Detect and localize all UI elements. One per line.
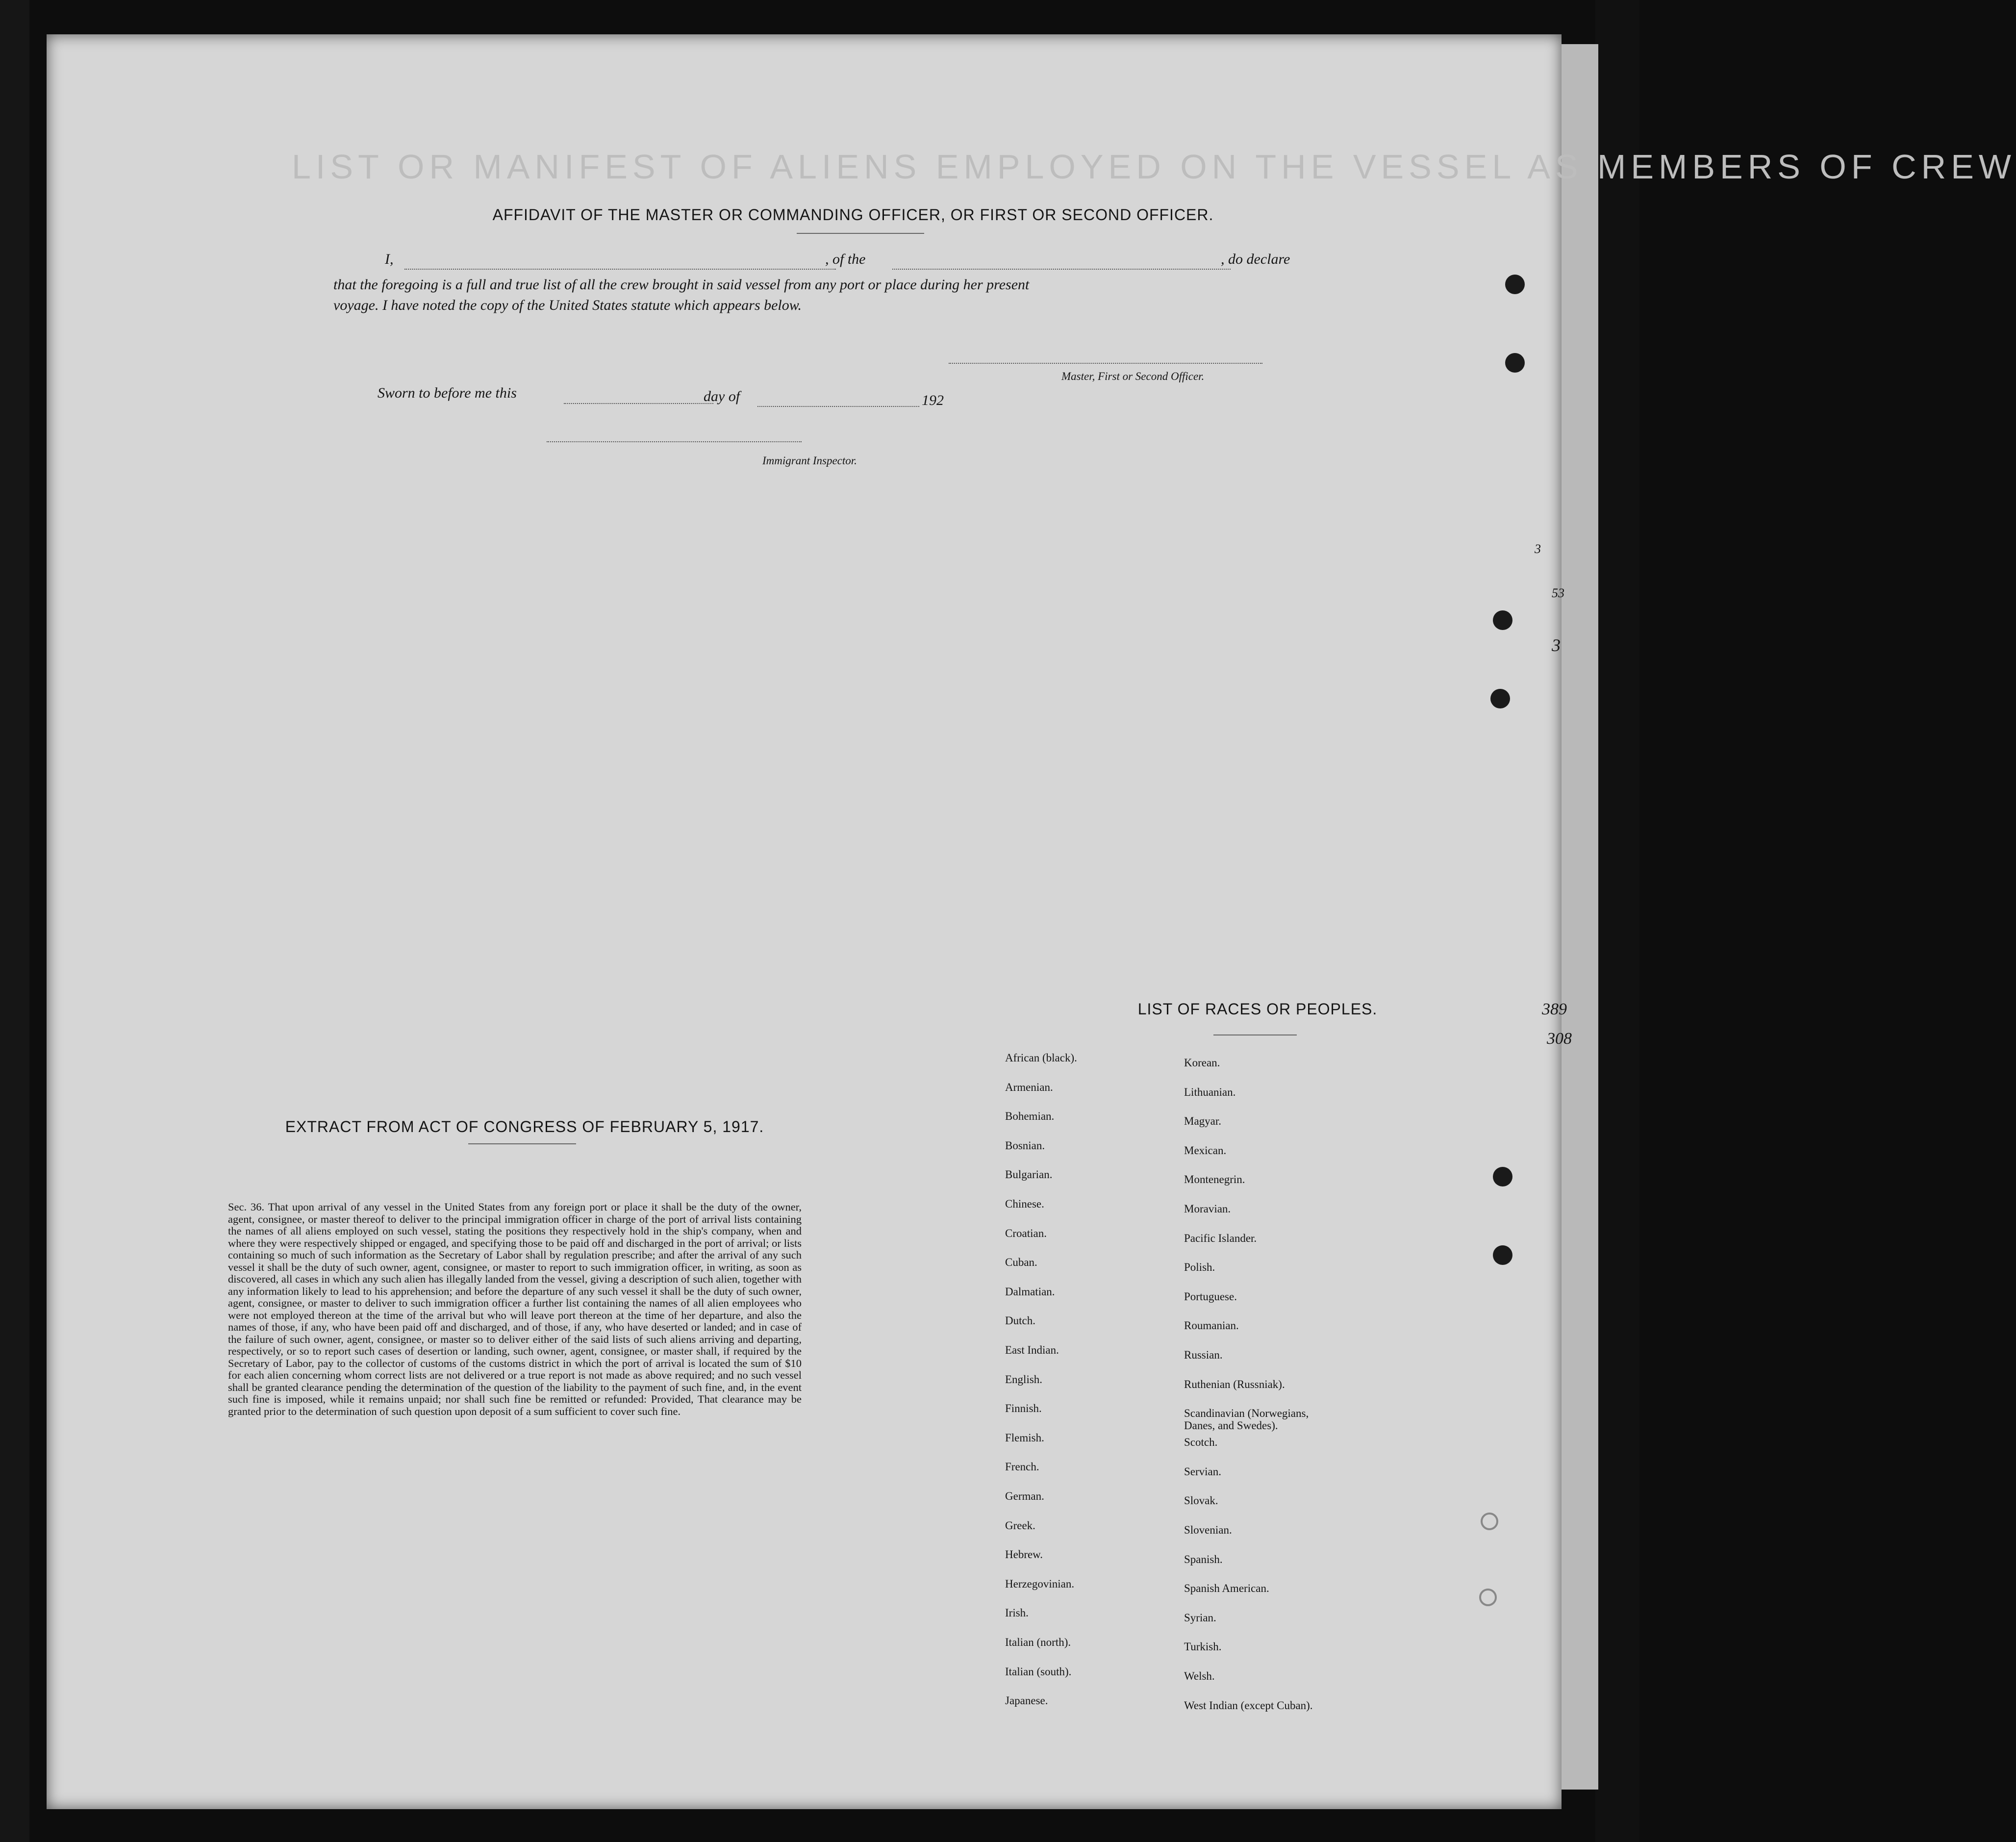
punch-hole xyxy=(1505,275,1525,294)
race-item: Russian. xyxy=(1184,1349,1223,1361)
race-item: Roumanian. xyxy=(1184,1319,1239,1332)
race-item: East Indian. xyxy=(1005,1344,1059,1356)
margin-mark: 308 xyxy=(1547,1030,1572,1048)
punch-hole xyxy=(1493,1245,1512,1265)
race-item: Mexican. xyxy=(1184,1144,1227,1157)
master-signature-label: Master, First or Second Officer. xyxy=(1061,370,1205,382)
scan-edge-right xyxy=(1595,0,1639,1842)
affidavit-line-2: voyage. I have noted the copy of the United States statute which appears below. xyxy=(333,297,802,313)
race-item: Servian. xyxy=(1184,1465,1222,1478)
race-item: African (black). xyxy=(1005,1052,1077,1064)
race-item: Herzegovinian. xyxy=(1005,1577,1075,1590)
year-prefix: 192 xyxy=(922,392,944,408)
vessel-name-line[interactable] xyxy=(892,269,1231,270)
race-item: West Indian (except Cuban). xyxy=(1184,1699,1313,1712)
race-item: Spanish American. xyxy=(1184,1582,1269,1595)
punch-hole xyxy=(1505,353,1525,373)
punch-hole xyxy=(1493,1167,1512,1186)
declarant-label: I, xyxy=(385,251,394,267)
race-item: Polish. xyxy=(1184,1261,1215,1274)
race-item: Bohemian. xyxy=(1005,1110,1055,1123)
race-item: French. xyxy=(1005,1461,1039,1473)
race-item: German. xyxy=(1005,1490,1044,1502)
race-item: Dutch. xyxy=(1005,1314,1035,1327)
race-item: Pacific Islander. xyxy=(1184,1232,1257,1244)
inspector-signature-line[interactable] xyxy=(547,441,802,442)
margin-mark: 3 xyxy=(1552,635,1561,655)
race-item: Syrian. xyxy=(1184,1611,1216,1624)
race-item: Bosnian. xyxy=(1005,1139,1045,1152)
race-item: Welsh. xyxy=(1184,1670,1215,1682)
race-item: Danes, and Swedes). xyxy=(1184,1419,1278,1432)
of-the-label: , of the xyxy=(825,251,866,267)
extract-body: Sec. 36. That upon arrival of any vessel in the United States from any foreign port or place it shall be the duty of the owner, agent, consignee, or master thereof to deliver to the principal immigration officer in charge of the port of arrival lists containing the names of all aliens employed on such vessel, stating the positions they respectively hold in the ship's company, when and where they were respectively shipped or engaged, and specifying those to be paid off and discharged in the port of arrival; or lists containing so much of such information as the Secretary of Labor shall by regulation prescribe; and after the arrival of any such vessel it shall be the duty of such owner, agent, consignee, or master to report to such immigration officer, in writing, as soon as discovered, all cases in which any such alien has illegally landed from the vessel, giving a description of such alien, together with any information likely to lead to his apprehension; and before the departure of any such vessel it shall be the duty of such owner, agent, consignee, or master to deliver to such immigration officer a further list containing the names of all alien employees who were not employed thereon at the time of the arrival but who will leave port thereon at the time of her departure, and also the names of those, if any, who have been paid off and discharged, and of those, if any, who have deserted or landed; and in case of the failure of such owner, agent, consignee, or master so to deliver either of the said lists of such aliens arriving and departing, respectively, or so to report such cases of desertion or landing, such owner, agent, consignee, or master shall, if required by the Secretary of Labor, pay to the collector of customs of the customs district in which the port of arrival is located the sum of $10 for each alien concerning whom correct lists are not delivered or a true report is not made as above required; and no such vessel shall be granted clearance pending the determination of the question of the liability to the payment of such fine, and, in the event such fine is imposed, while it remains unpaid; nor shall such fine be remitted or refunded: Provided, That clearance may be granted prior to the determination of such question upon deposit of a sum sufficient to cover such fine. xyxy=(228,1201,802,1417)
punch-hole-ring xyxy=(1479,1589,1497,1606)
race-item: Slovak. xyxy=(1184,1494,1218,1507)
race-item: English. xyxy=(1005,1373,1043,1386)
race-item: Irish. xyxy=(1005,1607,1029,1619)
race-item: Finnish. xyxy=(1005,1402,1042,1415)
race-item: Magyar. xyxy=(1184,1115,1222,1128)
declarant-name-line[interactable] xyxy=(404,269,836,270)
race-item: Cuban. xyxy=(1005,1256,1037,1269)
margin-mark: 3 xyxy=(1535,542,1541,556)
punch-hole xyxy=(1490,689,1510,708)
race-item: Moravian. xyxy=(1184,1203,1231,1215)
affidavit-title: AFFIDAVIT OF THE MASTER OR COMMANDING OFFICER, OR FIRST OR SECOND OFFICER. xyxy=(492,206,1214,224)
day-of-label: day of xyxy=(704,388,740,404)
race-item: Italian (north). xyxy=(1005,1636,1071,1648)
race-item: Turkish. xyxy=(1184,1640,1222,1653)
affidavit-line-1: that the foregoing is a full and true list of all the crew brought in said vessel from any port or place during her present xyxy=(333,277,1030,293)
race-item: Armenian. xyxy=(1005,1081,1053,1093)
race-item: Scotch. xyxy=(1184,1436,1218,1449)
sworn-month-line[interactable] xyxy=(757,406,919,407)
margin-mark: 53 xyxy=(1552,586,1564,600)
race-item: Greek. xyxy=(1005,1519,1035,1532)
inspector-label: Immigrant Inspector. xyxy=(762,454,857,467)
race-item: Scandinavian (Norwegians, xyxy=(1184,1407,1309,1420)
race-item: Slovenian. xyxy=(1184,1524,1232,1536)
race-item: Portuguese. xyxy=(1184,1290,1237,1303)
race-item: Flemish. xyxy=(1005,1431,1044,1444)
race-item: Ruthenian (Russniak). xyxy=(1184,1378,1285,1390)
bleed-through-text: LIST OR MANIFEST OF ALIENS EMPLOYED ON THE VESSEL AS MEMBERS OF CREW xyxy=(292,148,2016,186)
document-page xyxy=(47,34,2016,1809)
scan-edge-left xyxy=(0,0,29,1842)
races-title: LIST OF RACES OR PEOPLES. xyxy=(1137,1000,1378,1018)
margin-mark: 389 xyxy=(1542,1000,1567,1018)
race-item: Italian (south). xyxy=(1005,1665,1072,1678)
race-item: Bulgarian. xyxy=(1005,1168,1053,1181)
sworn-label: Sworn to before me this xyxy=(378,385,517,401)
do-declare-label: , do declare xyxy=(1221,251,1290,267)
race-item: Chinese. xyxy=(1005,1198,1044,1210)
punch-hole xyxy=(1493,610,1512,630)
race-item: Japanese. xyxy=(1005,1694,1048,1707)
race-item: Montenegrin. xyxy=(1184,1173,1245,1186)
race-item: Dalmatian. xyxy=(1005,1285,1055,1298)
extract-title: EXTRACT FROM ACT OF CONGRESS OF FEBRUARY 5, 1917. xyxy=(285,1118,764,1135)
punch-hole-ring xyxy=(1481,1513,1498,1530)
race-item: Korean. xyxy=(1184,1057,1220,1069)
extract-title-rule xyxy=(468,1143,576,1144)
race-item: Croatian. xyxy=(1005,1227,1047,1239)
title-rule xyxy=(797,233,924,234)
master-signature-line[interactable] xyxy=(949,363,1262,364)
race-item: Lithuanian. xyxy=(1184,1085,1236,1098)
sworn-day-line[interactable] xyxy=(564,403,713,404)
race-item: Hebrew. xyxy=(1005,1548,1043,1561)
race-item: Spanish. xyxy=(1184,1553,1223,1565)
